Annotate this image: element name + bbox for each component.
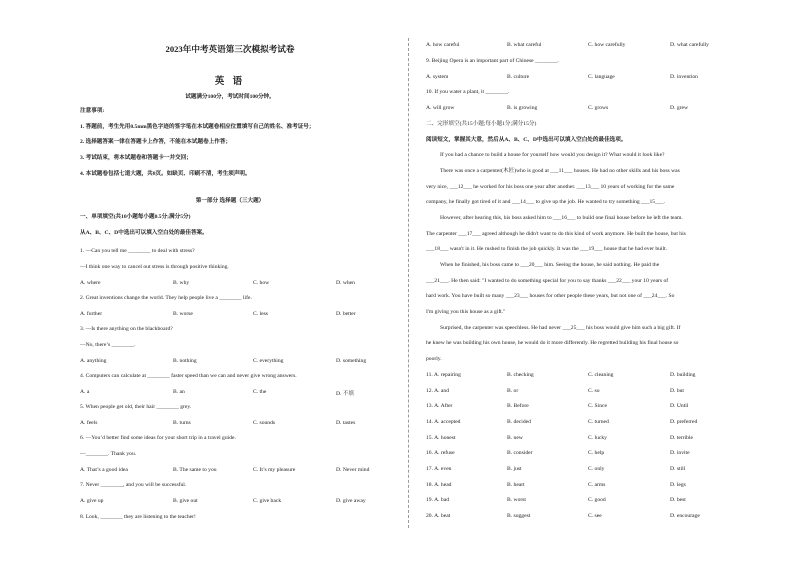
question-3-dialogue: —No, there’s ________. xyxy=(80,342,136,348)
passage-line-2: There was once a carpenter(木匠)who is good at ___11___ houses. He had no other skills and his boss was xyxy=(440,168,680,174)
question-6-stem: 6. —You’d better find some ideas for your short trip in a travel guide. xyxy=(80,435,236,441)
question-3-option-b[interactable]: B. nothing xyxy=(173,358,197,364)
question-8-option-c[interactable]: C. how carefully xyxy=(588,42,626,48)
part1-heading: 第一部分 选择题（三大题） xyxy=(195,198,265,204)
cloze-13-option-a[interactable]: 13. A. After xyxy=(426,403,453,409)
question-8-option-b[interactable]: B. what careful xyxy=(507,42,542,48)
passage-line-1: If you had a chance to build a house for yourself how would you design it? What would it look like? xyxy=(440,152,665,158)
passage-line-13: he knew he was building his own house, he would do it more differently. He regretted building his final house so xyxy=(426,340,679,346)
section1-instruction: 从A、B、C、D中选出可以填入空白处的最佳答案。 xyxy=(80,230,208,236)
cloze-17-option-d[interactable]: D. still xyxy=(670,466,686,472)
question-1-dialogue: —I think one way to cancel out stress is through positive thinking. xyxy=(80,264,229,270)
passage-line-8: When he finished, his boss came to ___20___ him. Seeing the house, he said nothing. He paid the xyxy=(440,262,660,268)
question-10-option-a[interactable]: A. will grow xyxy=(426,105,455,111)
question-4-option-c[interactable]: C. the xyxy=(253,389,267,395)
column-divider xyxy=(408,38,409,528)
page-title: 2023年中考英语第三次模拟考试卷 xyxy=(165,44,295,54)
cloze-16-option-b[interactable]: B. consider xyxy=(507,450,533,456)
question-5-option-a[interactable]: A. feels xyxy=(80,420,98,426)
cloze-17-option-c[interactable]: C. only xyxy=(588,466,605,472)
question-8-option-d[interactable]: D. what carefully xyxy=(670,42,709,48)
question-10-option-c[interactable]: C. grows xyxy=(588,105,609,111)
passage-line-4: company, he finally got tired of it and ___14___ to give up the job. He wanted to try something ___15___. xyxy=(426,199,665,205)
question-6-option-c[interactable]: C. It’s my pleasure xyxy=(253,467,296,473)
question-3-option-d[interactable]: D. something xyxy=(336,358,367,364)
cloze-17-option-b[interactable]: B. just xyxy=(507,466,522,472)
passage-line-14: poorly. xyxy=(426,356,442,362)
question-8-option-a[interactable]: A. how careful xyxy=(426,42,460,48)
cloze-20-option-b[interactable]: B. suggest xyxy=(507,513,531,519)
cloze-11-option-c[interactable]: C. cleaning xyxy=(588,372,614,378)
cloze-14-option-c[interactable]: C. turned xyxy=(588,419,609,425)
question-10-option-d[interactable]: D. grew xyxy=(670,105,689,111)
cloze-14-option-d[interactable]: D. preferred xyxy=(670,419,698,425)
question-6-option-d[interactable]: D. Never mind xyxy=(336,467,370,473)
cloze-11-option-a[interactable]: 11. A. repairing xyxy=(426,372,461,378)
cloze-15-option-d[interactable]: D. terrible xyxy=(670,435,693,441)
question-3-option-c[interactable]: C. everything xyxy=(253,358,284,364)
note-item-1: 1. 答题前，考生先用0.5mm黑色字迹的签字笔在本试题卷相应位置填写自己的姓名、准考证号； xyxy=(80,124,315,130)
cloze-15-option-c[interactable]: C. lucky xyxy=(588,435,607,441)
section1-heading: 一、单项填空(共10小题每小题0.5分;满分5分) xyxy=(80,214,191,220)
passage-line-7: ___18___ wasn't in it. He rushed to finish the job quickly. It was the ___19___ house that he had ever built. xyxy=(426,246,667,252)
question-3-stem: 3. —Is there anything on the blackboard? xyxy=(80,326,173,332)
cloze-13-option-b[interactable]: B. Before xyxy=(507,403,529,409)
question-1-option-c[interactable]: C. how xyxy=(253,280,270,286)
question-4-option-a[interactable]: A. a xyxy=(80,389,90,395)
question-6-option-b[interactable]: B. The same to you xyxy=(173,467,217,473)
cloze-15-option-b[interactable]: B. new xyxy=(507,435,523,441)
section2-instruction: 阅读短文，掌握其大意，然后从A、B、C、D中选出可以填入空白处的最佳选项。 xyxy=(426,137,627,143)
question-6-dialogue: —________. Thank you. xyxy=(80,451,137,457)
passage-line-6: The carpenter ___17___ agreed although he didn't want to do this kind of work anymore. He built the house, but his xyxy=(426,231,686,237)
subject-heading: 英 语 xyxy=(214,77,246,87)
question-2-option-b[interactable]: B. worse xyxy=(173,311,193,317)
question-9-option-a[interactable]: A. system xyxy=(426,74,449,80)
cloze-12-option-d[interactable]: D. but xyxy=(670,388,684,394)
cloze-14-option-a[interactable]: 14. A. accepted xyxy=(426,419,461,425)
cloze-18-option-b[interactable]: B. heart xyxy=(507,482,525,488)
cloze-12-option-b[interactable]: B. or xyxy=(507,388,519,394)
question-1-option-a[interactable]: A. where xyxy=(80,280,101,286)
section2-heading: 二、完形填空(共15小题;每小题1分;满分15分) xyxy=(426,121,537,127)
question-1-option-b[interactable]: B. why xyxy=(173,280,190,286)
cloze-16-option-c[interactable]: C. help xyxy=(588,450,605,456)
note-item-3: 3. 考试结束，将本试题卷和答题卡一并交回； xyxy=(80,155,192,161)
question-3-option-a[interactable]: A. anything xyxy=(80,358,107,364)
question-9-stem: 9. Beijing Opera is an important part of Chinese ________. xyxy=(426,58,559,64)
cloze-15-option-a[interactable]: 15. A. honest xyxy=(426,435,456,441)
notes-heading: 注意事项: xyxy=(80,108,105,114)
question-9-option-d[interactable]: D. invention xyxy=(670,74,698,80)
passage-line-12: Surprised, the carpenter was speechless. He had never ___25___ his boss would give him such a big gift. If xyxy=(440,325,681,331)
question-7-option-b[interactable]: B. give out xyxy=(173,498,198,504)
question-7-option-c[interactable]: C. give back xyxy=(253,498,282,504)
question-2-stem: 2. Great inventions change the world. They help people live a ________ life. xyxy=(80,295,252,301)
question-4-option-d[interactable]: D. 不填 xyxy=(336,391,355,397)
cloze-16-option-d[interactable]: D. invite xyxy=(670,450,690,456)
question-10-stem: 10. If you water a plant, it ________. xyxy=(426,89,510,95)
question-10-option-b[interactable]: B. is growing xyxy=(507,105,538,111)
question-1-option-d[interactable]: D. when xyxy=(336,280,355,286)
cloze-19-option-a[interactable]: 19. A. bad xyxy=(426,497,449,503)
question-9-option-c[interactable]: C. language xyxy=(588,74,615,80)
cloze-11-option-b[interactable]: B. checking xyxy=(507,372,534,378)
cloze-11-option-d[interactable]: D. building xyxy=(670,372,696,378)
passage-line-10: hard work. You have built so many ___23___ houses for other people these years, but not one of ___24___. So xyxy=(426,293,675,299)
cloze-20-option-d[interactable]: D. encourage xyxy=(670,513,700,519)
cloze-18-option-c[interactable]: C. arms xyxy=(588,482,606,488)
question-1-stem: 1. —Can you tell me ________ to deal with stress? xyxy=(80,248,195,254)
passage-line-5: However, after hearing this, his boss asked him to ___16___ to build one final house before he left the team. xyxy=(440,215,683,221)
question-5-option-d[interactable]: D. tastes xyxy=(336,420,356,426)
question-5-stem: 5. When people get old, their hair ________ grey. xyxy=(80,404,192,410)
cloze-20-option-c[interactable]: C. see xyxy=(588,513,602,519)
question-5-option-b[interactable]: B. turns xyxy=(173,420,191,426)
note-item-2: 2. 选择题答案一律在答题卡上作答，不能在本试题卷上作答； xyxy=(80,139,232,145)
question-2-option-c[interactable]: C. less xyxy=(253,311,268,317)
question-7-option-d[interactable]: D. give away xyxy=(336,498,366,504)
cloze-19-option-b[interactable]: B. worst xyxy=(507,497,526,503)
question-5-option-c[interactable]: C. sounds xyxy=(253,420,276,426)
exam-info: 试题满分100分，考试时间100分钟。 xyxy=(185,94,275,100)
cloze-16-option-a[interactable]: 16. A. refuse xyxy=(426,450,455,456)
cloze-13-option-c[interactable]: C. Since xyxy=(588,403,607,409)
note-item-4: 4. 本试题卷包括七道大题，共8页。如缺页、印刷不清，考生须声明。 xyxy=(80,171,251,177)
cloze-13-option-d[interactable]: D. Until xyxy=(670,403,689,409)
question-2-option-d[interactable]: D. better xyxy=(336,311,356,317)
cloze-20-option-a[interactable]: 20. A. beat xyxy=(426,513,451,519)
cloze-12-option-a[interactable]: 12. A. and xyxy=(426,388,449,394)
question-2-option-a[interactable]: A. further xyxy=(80,311,103,317)
question-7-stem: 7. Never ________, and you will be successful. xyxy=(80,482,187,488)
passage-line-11: I'm giving you this house as a gift." xyxy=(426,309,506,315)
cloze-14-option-b[interactable]: B. decided xyxy=(507,419,531,425)
question-8-stem: 8. Look, ________ they are listening to the teacher! xyxy=(80,514,196,520)
question-7-option-a[interactable]: A. give up xyxy=(80,498,104,504)
cloze-17-option-a[interactable]: 17. A. even xyxy=(426,466,452,472)
passage-line-3: very nice, ___12___ he worked for his boss one year after another. ___13___ 10 years of working for the same xyxy=(426,184,675,190)
cloze-19-option-c[interactable]: C. good xyxy=(588,497,606,503)
question-4-option-b[interactable]: B. an xyxy=(173,389,185,395)
question-6-option-a[interactable]: A. That’s a good idea xyxy=(80,467,128,473)
cloze-12-option-c[interactable]: C. so xyxy=(588,388,600,394)
question-4-stem: 4. Computers can calculate at ________ faster speed than we can and never give wrong answers. xyxy=(80,373,297,379)
cloze-18-option-a[interactable]: 18. A. head xyxy=(426,482,452,488)
cloze-19-option-d[interactable]: D. best xyxy=(670,497,686,503)
cloze-18-option-d[interactable]: D. legs xyxy=(670,482,686,488)
passage-line-9: ___21___. He then said: "I wanted to do something special for you to say thanks ___22___ your 10 years of xyxy=(426,278,669,284)
question-9-option-b[interactable]: B. culture xyxy=(507,74,530,80)
